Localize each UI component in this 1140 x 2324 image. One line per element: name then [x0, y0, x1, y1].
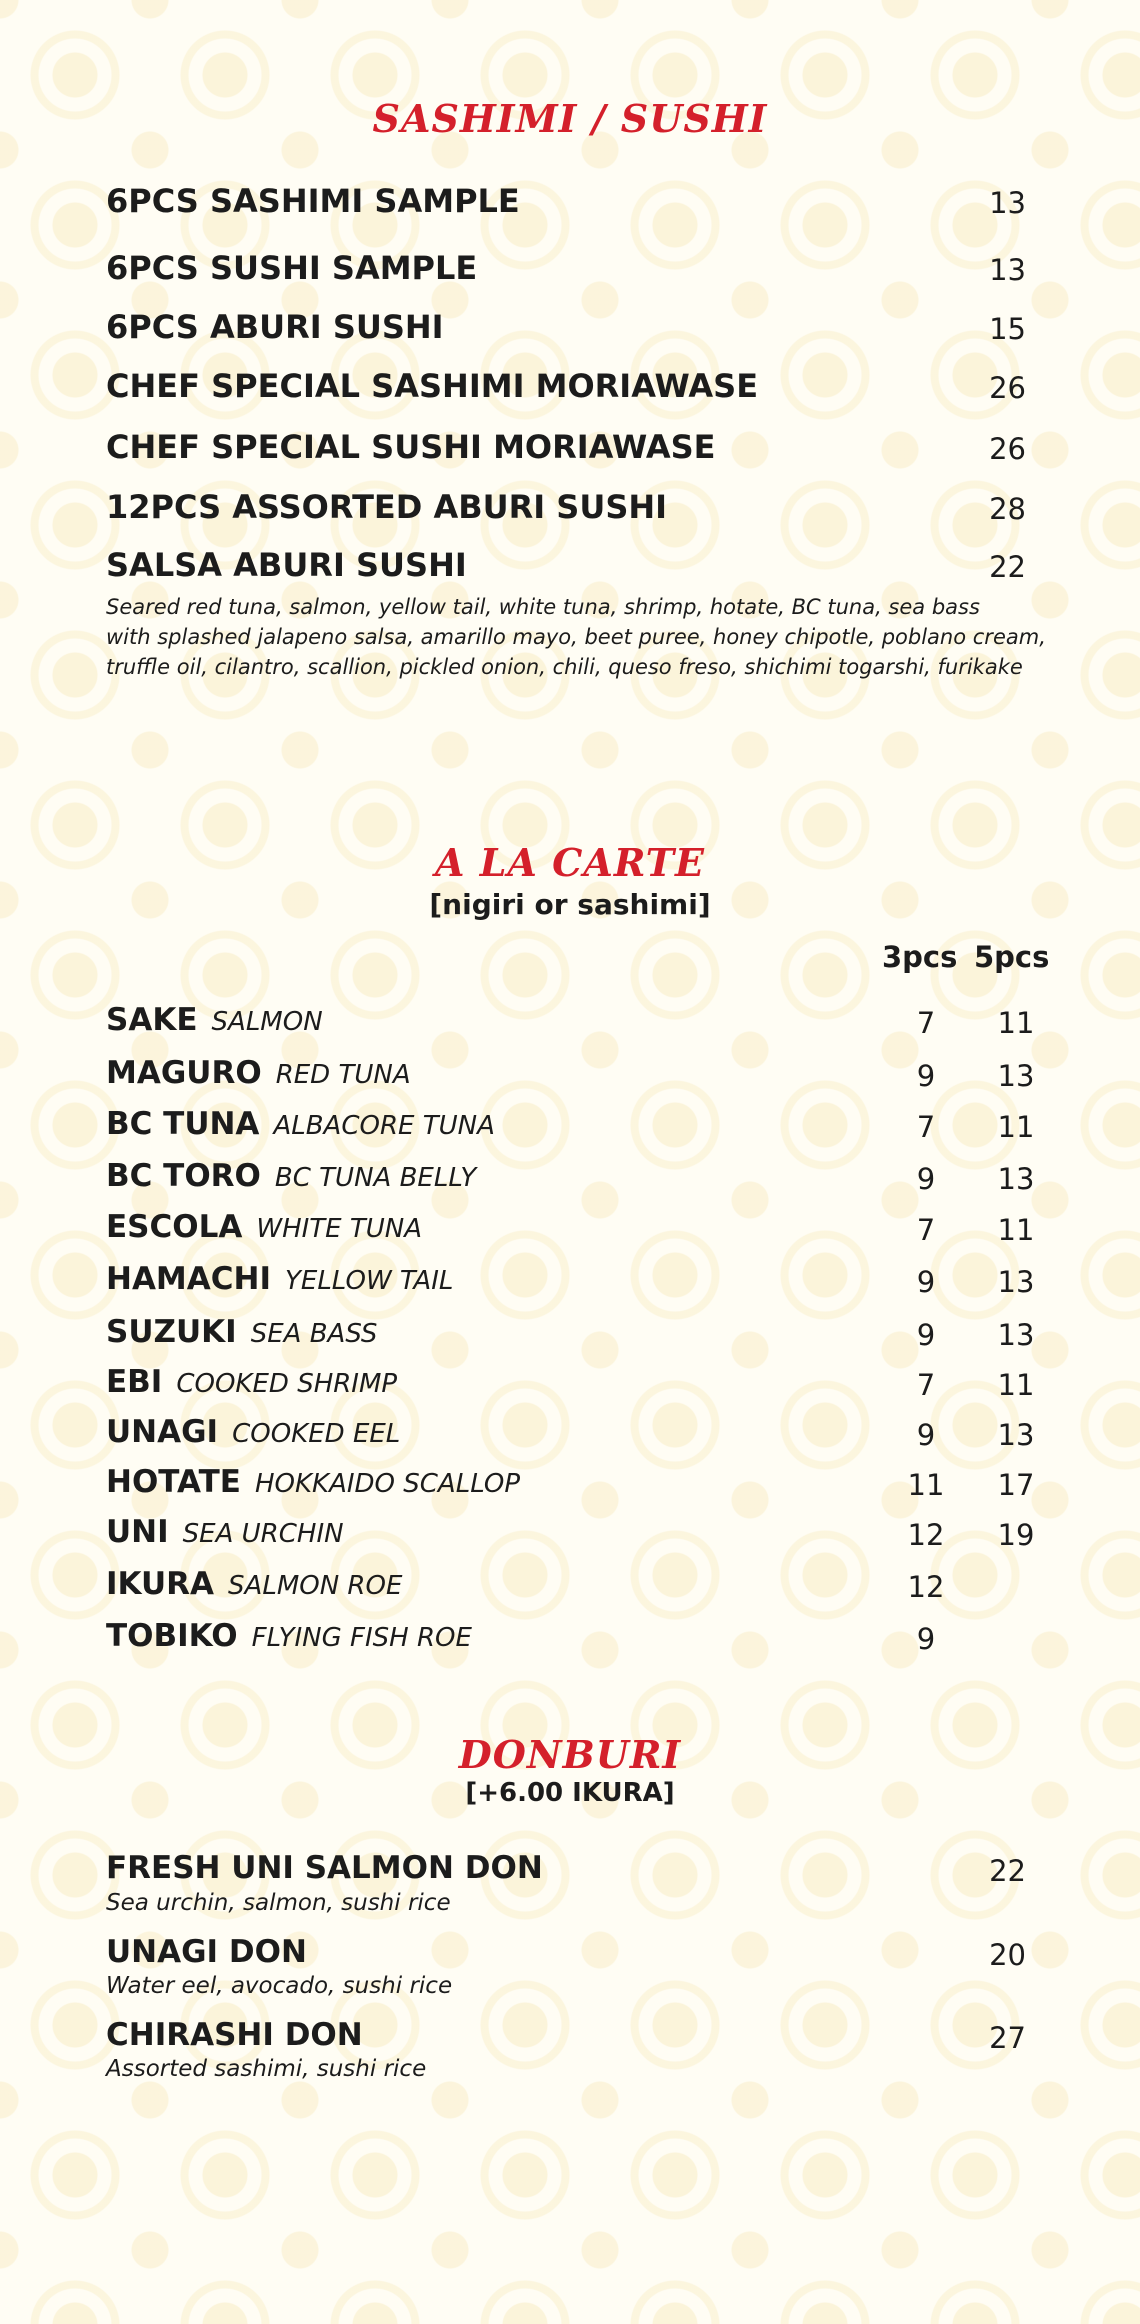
- item-english-name: COOKED SHRIMP: [176, 1369, 398, 1399]
- price-3pcs: 12: [907, 1518, 945, 1552]
- price-5pcs: 13: [997, 1162, 1035, 1196]
- menu-item-name: CHEF SPECIAL SUSHI MORIAWASE: [106, 428, 716, 466]
- item-english-name: COOKED EEL: [232, 1419, 401, 1449]
- item-english-name: SALMON ROE: [228, 1571, 403, 1601]
- price-3pcs: 7: [916, 1213, 936, 1247]
- list-item: [106, 1364, 1040, 1404]
- list-item: [106, 1106, 1040, 1146]
- item-name: HOTATE HOKKAIDO SCALLOP: [106, 1464, 521, 1500]
- price-5pcs: 11: [997, 1368, 1035, 1402]
- list-item: [106, 1514, 1040, 1554]
- item-english-name: ALBACORE TUNA: [273, 1111, 495, 1141]
- item-name: BC TUNA ALBACORE TUNA: [106, 1106, 495, 1142]
- price-3pcs: 9: [916, 1162, 936, 1196]
- list-item: [106, 1209, 1040, 1249]
- menu-item-price: 22: [989, 550, 1026, 584]
- donburi-title: DONBURI: [458, 1732, 682, 1777]
- menu-item-price: 26: [989, 432, 1026, 466]
- sashimi-sushi-title: SASHIMI / SUSHI: [372, 96, 768, 141]
- list-item: [106, 1158, 1040, 1198]
- don-item-name: CHIRASHI DON: [106, 2017, 363, 2053]
- list-item: [106, 1261, 1040, 1301]
- menu-item-name: 6PCS SASHIMI SAMPLE: [106, 182, 520, 220]
- price-3pcs: 11: [907, 1468, 945, 1502]
- price-5pcs: 19: [997, 1518, 1035, 1552]
- menu-item-price: 15: [989, 312, 1026, 346]
- item-name: UNI SEA URCHIN: [106, 1514, 344, 1550]
- item-english-name: YELLOW TAIL: [285, 1266, 454, 1296]
- price-5pcs: 17: [997, 1468, 1035, 1502]
- item-name: MAGURO RED TUNA: [106, 1055, 411, 1091]
- menu-item-price: 28: [989, 492, 1026, 526]
- donburi-subtitle: [+6.00 IKURA]: [465, 1778, 675, 1808]
- item-name: SAKE SALMON: [106, 1002, 323, 1038]
- price-3pcs: 9: [916, 1418, 936, 1452]
- column-header-5pcs: 5pcs: [974, 940, 1050, 974]
- list-item: [106, 1566, 1040, 1606]
- list-item: [106, 1002, 1040, 1042]
- don-item-description: Sea urchin, salmon, sushi rice: [106, 1890, 451, 1916]
- don-item-description: Assorted sashimi, sushi rice: [106, 2056, 427, 2082]
- price-3pcs: 9: [916, 1059, 936, 1093]
- price-5pcs: 13: [997, 1059, 1035, 1093]
- don-item-price: 20: [989, 1938, 1026, 1972]
- list-item: [106, 1055, 1040, 1095]
- don-item-description: Water eel, avocado, sushi rice: [106, 1973, 453, 1999]
- don-item-price: 27: [989, 2021, 1026, 2055]
- price-3pcs: 9: [916, 1318, 936, 1352]
- menu-item-name: SALSA ABURI SUSHI: [106, 546, 467, 584]
- menu-item-name: 12PCS ASSORTED ABURI SUSHI: [106, 488, 668, 526]
- item-english-name: BC TUNA BELLY: [274, 1163, 477, 1193]
- price-5pcs: 11: [997, 1006, 1035, 1040]
- item-english-name: SEA BASS: [250, 1319, 378, 1349]
- price-5pcs: 11: [997, 1110, 1035, 1144]
- menu-item-name: 6PCS SUSHI SAMPLE: [106, 249, 478, 287]
- price-5pcs: 13: [997, 1265, 1035, 1299]
- menu-item-description: [106, 592, 1046, 682]
- item-name: UNAGI COOKED EEL: [106, 1414, 401, 1450]
- item-name: TOBIKO FLYING FISH ROE: [106, 1618, 472, 1654]
- item-english-name: SEA URCHIN: [182, 1519, 344, 1549]
- item-name: BC TORO BC TUNA BELLY: [106, 1158, 477, 1194]
- column-header-3pcs: 3pcs: [882, 940, 958, 974]
- item-english-name: HOKKAIDO SCALLOP: [254, 1469, 521, 1499]
- list-item: [106, 1464, 1040, 1504]
- price-5pcs: 13: [997, 1418, 1035, 1452]
- menu-item-price: 13: [989, 186, 1026, 220]
- menu-item-price: 13: [989, 253, 1026, 287]
- item-name: SUZUKI SEA BASS: [106, 1314, 378, 1350]
- price-3pcs: 12: [907, 1570, 945, 1604]
- price-3pcs: 9: [916, 1622, 936, 1656]
- a-la-carte-subtitle: [nigiri or sashimi]: [429, 888, 711, 921]
- item-name: EBI COOKED SHRIMP: [106, 1364, 398, 1400]
- price-5pcs: 13: [997, 1318, 1035, 1352]
- item-name: IKURA SALMON ROE: [106, 1566, 403, 1602]
- list-item: [106, 1314, 1040, 1354]
- item-english-name: FLYING FISH ROE: [251, 1623, 472, 1653]
- description-line: with splashed jalapeno salsa, amarillo mayo, beet puree, honey chipotle, poblano cream,: [106, 625, 1046, 649]
- item-name: HAMACHI YELLOW TAIL: [106, 1261, 454, 1297]
- menu-item-price: 26: [989, 371, 1026, 405]
- item-english-name: SALMON: [211, 1007, 323, 1037]
- description-line: truffle oil, cilantro, scallion, pickled onion, chili, queso freso, shichimi togarshi, furikake: [106, 655, 1023, 679]
- don-item-price: 22: [989, 1854, 1026, 1888]
- price-5pcs: 11: [997, 1213, 1035, 1247]
- item-english-name: RED TUNA: [275, 1060, 411, 1090]
- don-item-name: FRESH UNI SALMON DON: [106, 1850, 543, 1886]
- a-la-carte-title: A LA CARTE: [434, 840, 706, 885]
- price-3pcs: 7: [916, 1368, 936, 1402]
- list-item: [106, 1618, 1040, 1658]
- menu-item-name: 6PCS ABURI SUSHI: [106, 308, 444, 346]
- item-english-name: WHITE TUNA: [256, 1214, 423, 1244]
- don-item-name: UNAGI DON: [106, 1934, 307, 1970]
- description-line: Seared red tuna, salmon, yellow tail, white tuna, shrimp, hotate, BC tuna, sea bass: [106, 595, 980, 619]
- price-3pcs: 7: [916, 1110, 936, 1144]
- menu-item-name: CHEF SPECIAL SASHIMI MORIAWASE: [106, 367, 759, 405]
- price-3pcs: 9: [916, 1265, 936, 1299]
- item-name: ESCOLA WHITE TUNA: [106, 1209, 423, 1245]
- price-3pcs: 7: [916, 1006, 936, 1040]
- list-item: [106, 1414, 1040, 1454]
